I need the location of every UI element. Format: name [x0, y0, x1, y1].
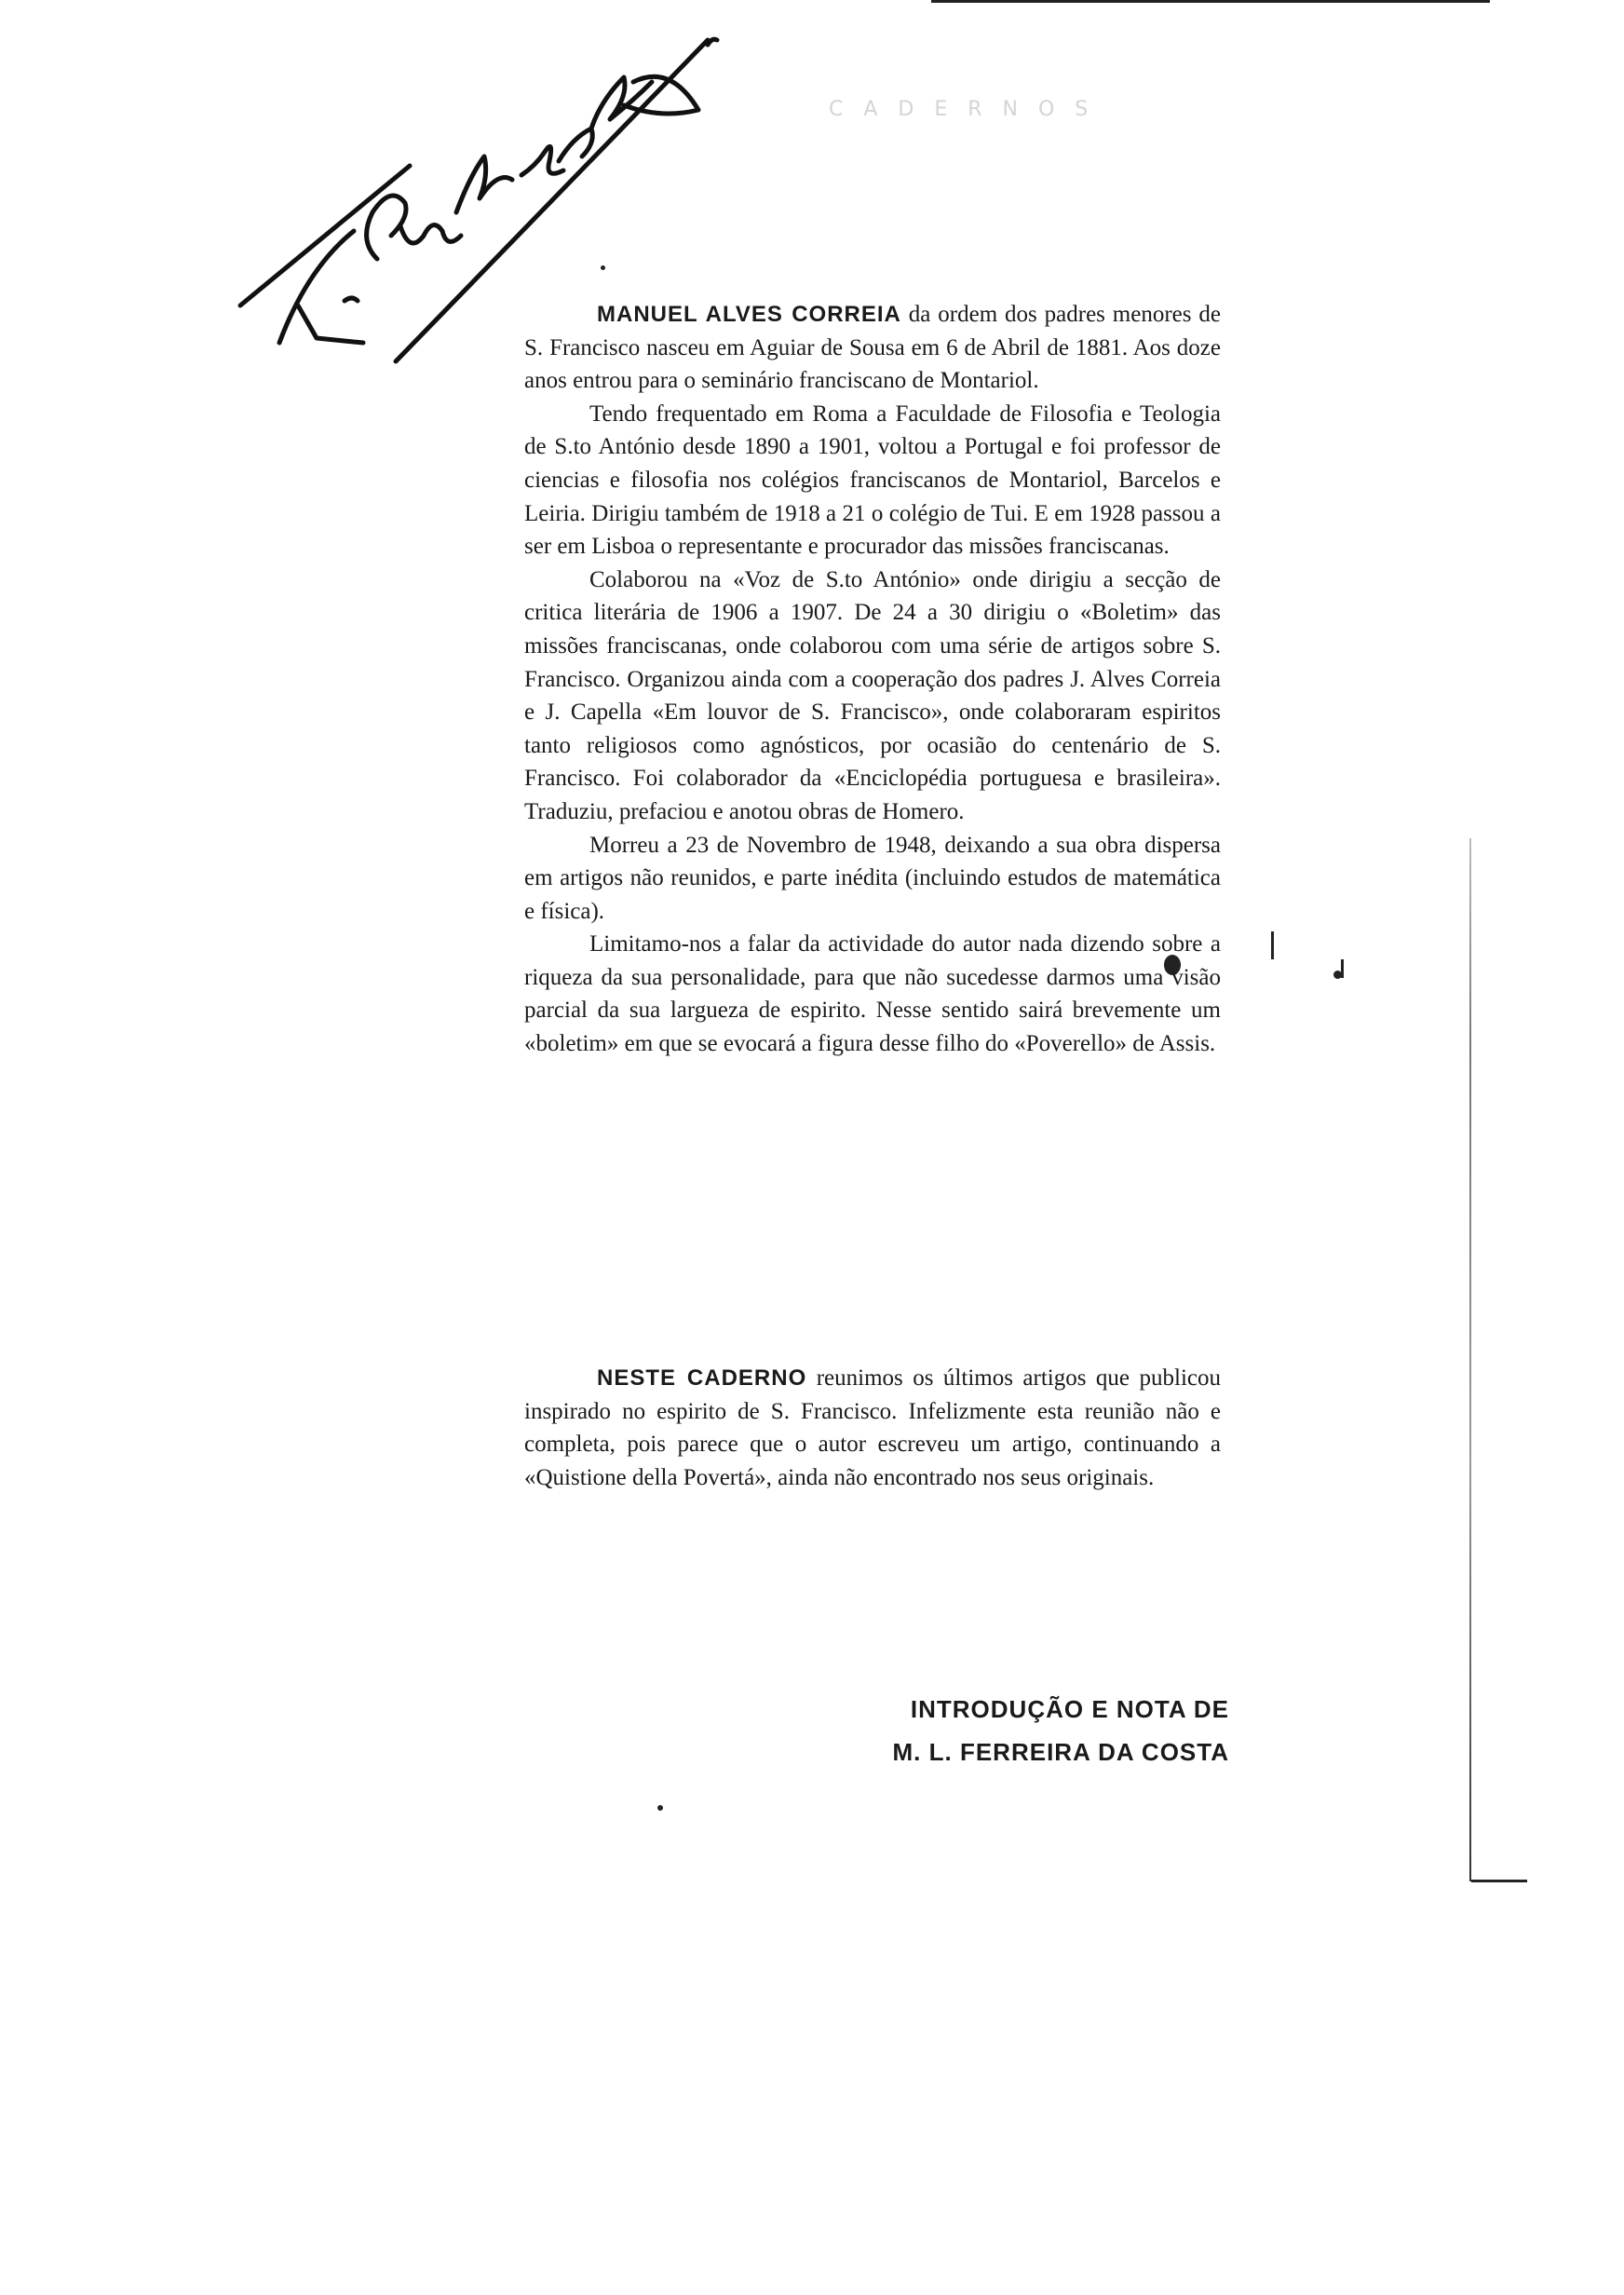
biography-paragraph-2: Tendo frequentado em Roma a Faculdade de Filosofia e Teologia de S.to António desde 1890 a 1901, voltou a Portugal e foi professor de ciencias e filosofia nos colégios franciscanos de Montariol, Barcelos e Leiria. Dirigiu também de 1918 a 21 o colégio de Tui. E em 1928 passou a ser em Lisboa o representante e procurador das missões franciscanas.	[524, 401, 1221, 560]
scan-speck	[601, 265, 605, 270]
biography-paragraph-3: Colaborou na «Voz de S.to António» onde dirigiu a secção de critica literária de 1906 a 1907. De 24 a 30 dirigiu o «Boletim» das missões franciscanas, onde colaborou com uma série de artigos sobre S. Francisco. Organizou ainda com a cooperação dos padres J. Alves Correia e J. Capella «Em louvor de S. Francisco», onde colaboraram espiritos tanto religiosos como agnósticos, por ocasião do centenário de S. Francisco. Foi colaborador da «Enciclopédia portuguesa e brasileira». Traduziu, prefaciou e anotou obras de Homero.	[524, 566, 1221, 824]
scan-speck	[1341, 959, 1344, 978]
scan-speck	[1271, 931, 1274, 959]
scan-speck	[657, 1805, 663, 1811]
note-text: reunimos os últimos artigos que publicou inspirado no espirito de S. Francisco. Infelizmente esta reunião não e completa, pois parece que o autor escreveu um artigo, continuando a «Quistione della Povertá», ainda não encontrado nos seus originais.	[524, 1365, 1221, 1490]
biography-paragraph-1	[524, 298, 1221, 398]
biography-paragraph-4: Morreu a 23 de Novembro de 1948, deixando a sua obra dispersa em artigos não reunidos, e parte inédita (incluindo estudos de matemática e física).	[524, 832, 1221, 924]
note-section	[524, 1362, 1221, 1494]
scan-right-edge	[1469, 838, 1471, 1881]
faint-header-text: CADERNOS	[829, 98, 1109, 121]
credit-line-1: INTRODUÇÃO E NOTA DE	[910, 1695, 1229, 1723]
biography-section	[524, 298, 1221, 1061]
note-lead: NESTE CADERNO	[597, 1365, 807, 1391]
scan-right-edge-foot	[1471, 1880, 1527, 1882]
scan-top-rule	[931, 0, 1490, 3]
biography-lead: MANUEL ALVES CORREIA	[597, 302, 901, 327]
credit-block	[857, 1688, 1229, 1773]
biography-text-1: da ordem dos padres menores de S. Francisco nasceu em Aguiar de Sousa em 6 de Abril de 1881. Aos doze anos entrou para o seminário franciscano de Montariol.	[524, 302, 1221, 394]
note-paragraph	[524, 1362, 1221, 1494]
credit-line-2: M. L. FERREIRA DA COSTA	[892, 1738, 1229, 1766]
biography-paragraph-5: Limitamo-nos a falar da actividade do autor nada dizendo sobre a riqueza da sua personalidade, para que não sucedesse darmos uma visão parcial da sua largueza de espirito. Nesse sentido sairá brevemente um «boletim» em que se evocará a figura desse filho do «Poverello» de Assis.	[524, 931, 1221, 1057]
